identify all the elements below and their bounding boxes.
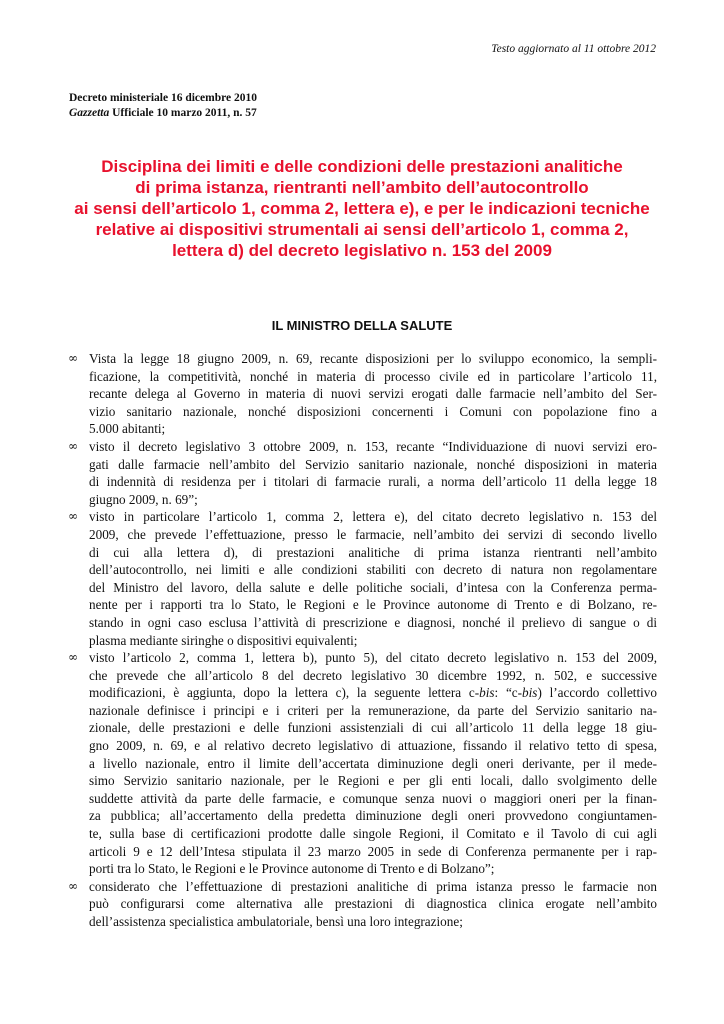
- premise-item: [69, 508, 657, 649]
- premise-line: plasma mediante siringhe o dispositivi equivalenti;: [89, 632, 358, 648]
- premise-line: Vista la legge 18 giugno 2009, n. 69, recante disposizioni per lo sviluppo economico, la sempli-: [89, 351, 657, 366]
- premise-line: 2009, che prevede l’effettuazione, presso le farmacie, nell’ambito dei servizi di secondo livello: [89, 526, 657, 542]
- premises-list: [69, 350, 657, 931]
- premise-line: dell’autocontrollo, nei limiti e alle condizioni stabiliti con decreto di natura non regolamentare: [89, 562, 657, 578]
- premise-item: [69, 878, 657, 931]
- decree-date: Decreto ministeriale 16 dicembre 2010: [69, 92, 257, 104]
- premise-line: giugno 2009, n. 69”;: [89, 491, 198, 507]
- infinity-bullet-icon: ∞: [68, 650, 78, 665]
- title-line: Disciplina dei limiti e delle condizioni delle prestazioni analitiche: [101, 157, 623, 176]
- premise-line: za pubblica; all’accertamento della predetta diminuzione degli oneri provvedono congiuntamen-: [89, 808, 657, 824]
- gazzetta-italic: Gazzetta: [69, 107, 110, 119]
- premise-line: articoli 9 e 12 dell’Intesa stipulata il 23 marzo 2005 in sede di Conferenza permanente per i rap-: [89, 843, 657, 859]
- title-line: ai sensi dell’articolo 1, comma 2, lettera e), e per le indicazioni tecniche: [74, 199, 650, 218]
- infinity-bullet-icon: ∞: [68, 351, 78, 365]
- premise-line: di cui alla lettera d), di prestazioni analitiche di prima istanza rientranti nell’ambito: [89, 544, 657, 560]
- updated-date: Testo aggiornato al 11 ottobre 2012: [491, 43, 656, 55]
- premise-line: porti tra lo Stato, le Regioni e le Province autonome di Trento e di Bolzano”;: [89, 861, 495, 877]
- premise-line: modificazioni, è aggiunta, dopo la lettera c), la seguente lettera c-bis: “c-bis) l’accordo collettivo: [89, 685, 657, 701]
- premise-line: può configurarsi come alternativa alle prestazioni di diagnostica clinica erogate nell’ambito: [89, 896, 657, 912]
- premise-line: gno 2009, n. 69, e al relativo decreto legislativo di attuazione, fissando il relativo tetto di spesa,: [89, 738, 657, 754]
- premise-line: di indennità di residenza per i titolari di farmacie rurali, a norma dell’articolo 11 della legge 18: [89, 474, 657, 490]
- premise-line: considerato che l’effettuazione di prestazioni analitiche di prima istanza presso le farmacie non: [89, 878, 657, 894]
- infinity-bullet-icon: ∞: [68, 438, 78, 453]
- premise-line: zionale, delle prestazioni e delle funzioni assistenziali di cui all’articolo 11 della legge 18 giu-: [89, 720, 657, 736]
- premise-line: recante delega al Governo in materia di nuovi servizi erogati dalle farmacie nell’ambito del Ser-: [89, 386, 657, 402]
- premise-item: [69, 649, 657, 878]
- premise-item: [69, 438, 657, 508]
- infinity-bullet-icon: ∞: [68, 878, 78, 893]
- minister-heading: IL MINISTRO DELLA SALUTE: [271, 318, 453, 333]
- gazzetta-rest: Ufficiale 10 marzo 2011, n. 57: [109, 107, 257, 119]
- premise-line: nente per i rapporti tra lo Stato, le Regioni e le Province autonome di Trento e di Bolzano, re-: [89, 597, 657, 613]
- italic-bis: bis: [522, 685, 538, 701]
- premise-line: simo Servizio sanitario nazionale, per le Regioni e per gli enti locali, dallo svolgimento delle: [89, 773, 657, 789]
- premise-line: del Ministro del lavoro, della salute e delle politiche sociali, d’intesa con la Conferenza perma-: [89, 579, 657, 595]
- premise-line: a livello nazionale, entro il limite dell’accertata diminuzione degli oneri derivante, per il mede-: [89, 755, 657, 771]
- premise-line: che prevede che all’articolo 8 del decreto legislativo 30 dicembre 1992, n. 502, e successive: [89, 667, 657, 683]
- title-line: lettera d) del decreto legislativo n. 153 del 2009: [172, 241, 552, 260]
- premise-line: suddette attività da parte delle farmacie, e comunque senza nuovi o maggiori oneri per la finan-: [89, 790, 657, 806]
- premise-line: visto il decreto legislativo 3 ottobre 2009, n. 153, recante “Individuazione di nuovi servizi ero-: [89, 438, 657, 454]
- premise-line: vizio sanitario nazionale, nonché disposizioni concernenti i Comuni con popolazione fino a: [89, 403, 657, 419]
- premise-line: nazionale definisce i principi e i criteri per la remunerazione, da parte del Servizio sanitario na-: [89, 702, 657, 718]
- premise-line: stando in ogni caso esclusa l’attività di prescrizione e diagnosi, nonché il prelievo di sangue o di: [89, 614, 657, 630]
- title-line: relative ai dispositivi strumentali ai sensi dell’articolo 1, comma 2,: [95, 220, 629, 239]
- premise-line: gati dalle farmacie nell’ambito del Servizio sanitario nazionale, nonché disposizioni in materia: [89, 456, 657, 472]
- infinity-bullet-icon: ∞: [68, 509, 78, 524]
- premise-line: visto l’articolo 2, comma 1, lettera b), punto 5), del citato decreto legislativo n. 153 del 2009,: [89, 650, 657, 666]
- premise-line: te, sulla base di certificazioni prodotte dalle singole Regioni, il Comitato e il Tavolo di cui agli: [89, 826, 657, 842]
- premise-line: 5.000 abitanti;: [89, 421, 166, 437]
- premise-line: ficazione, la competitività, nonché in materia di processo civile ed in particolare l’articolo 11,: [89, 368, 657, 384]
- premise-line: dell’assistenza specialistica ambulatoriale, bensì una loro integrazione;: [89, 914, 463, 929]
- premise-item: [69, 350, 657, 438]
- title-line: di prima istanza, rientranti nell’ambito dell’autocontrollo: [135, 178, 589, 197]
- italic-bis: bis: [479, 685, 495, 701]
- decree-reference: [69, 91, 257, 121]
- document-title: [60, 156, 664, 261]
- premise-line: visto in particolare l’articolo 1, comma 2, lettera e), del citato decreto legislativo n. 153 del: [89, 509, 657, 525]
- gazzetta-reference: [69, 106, 257, 121]
